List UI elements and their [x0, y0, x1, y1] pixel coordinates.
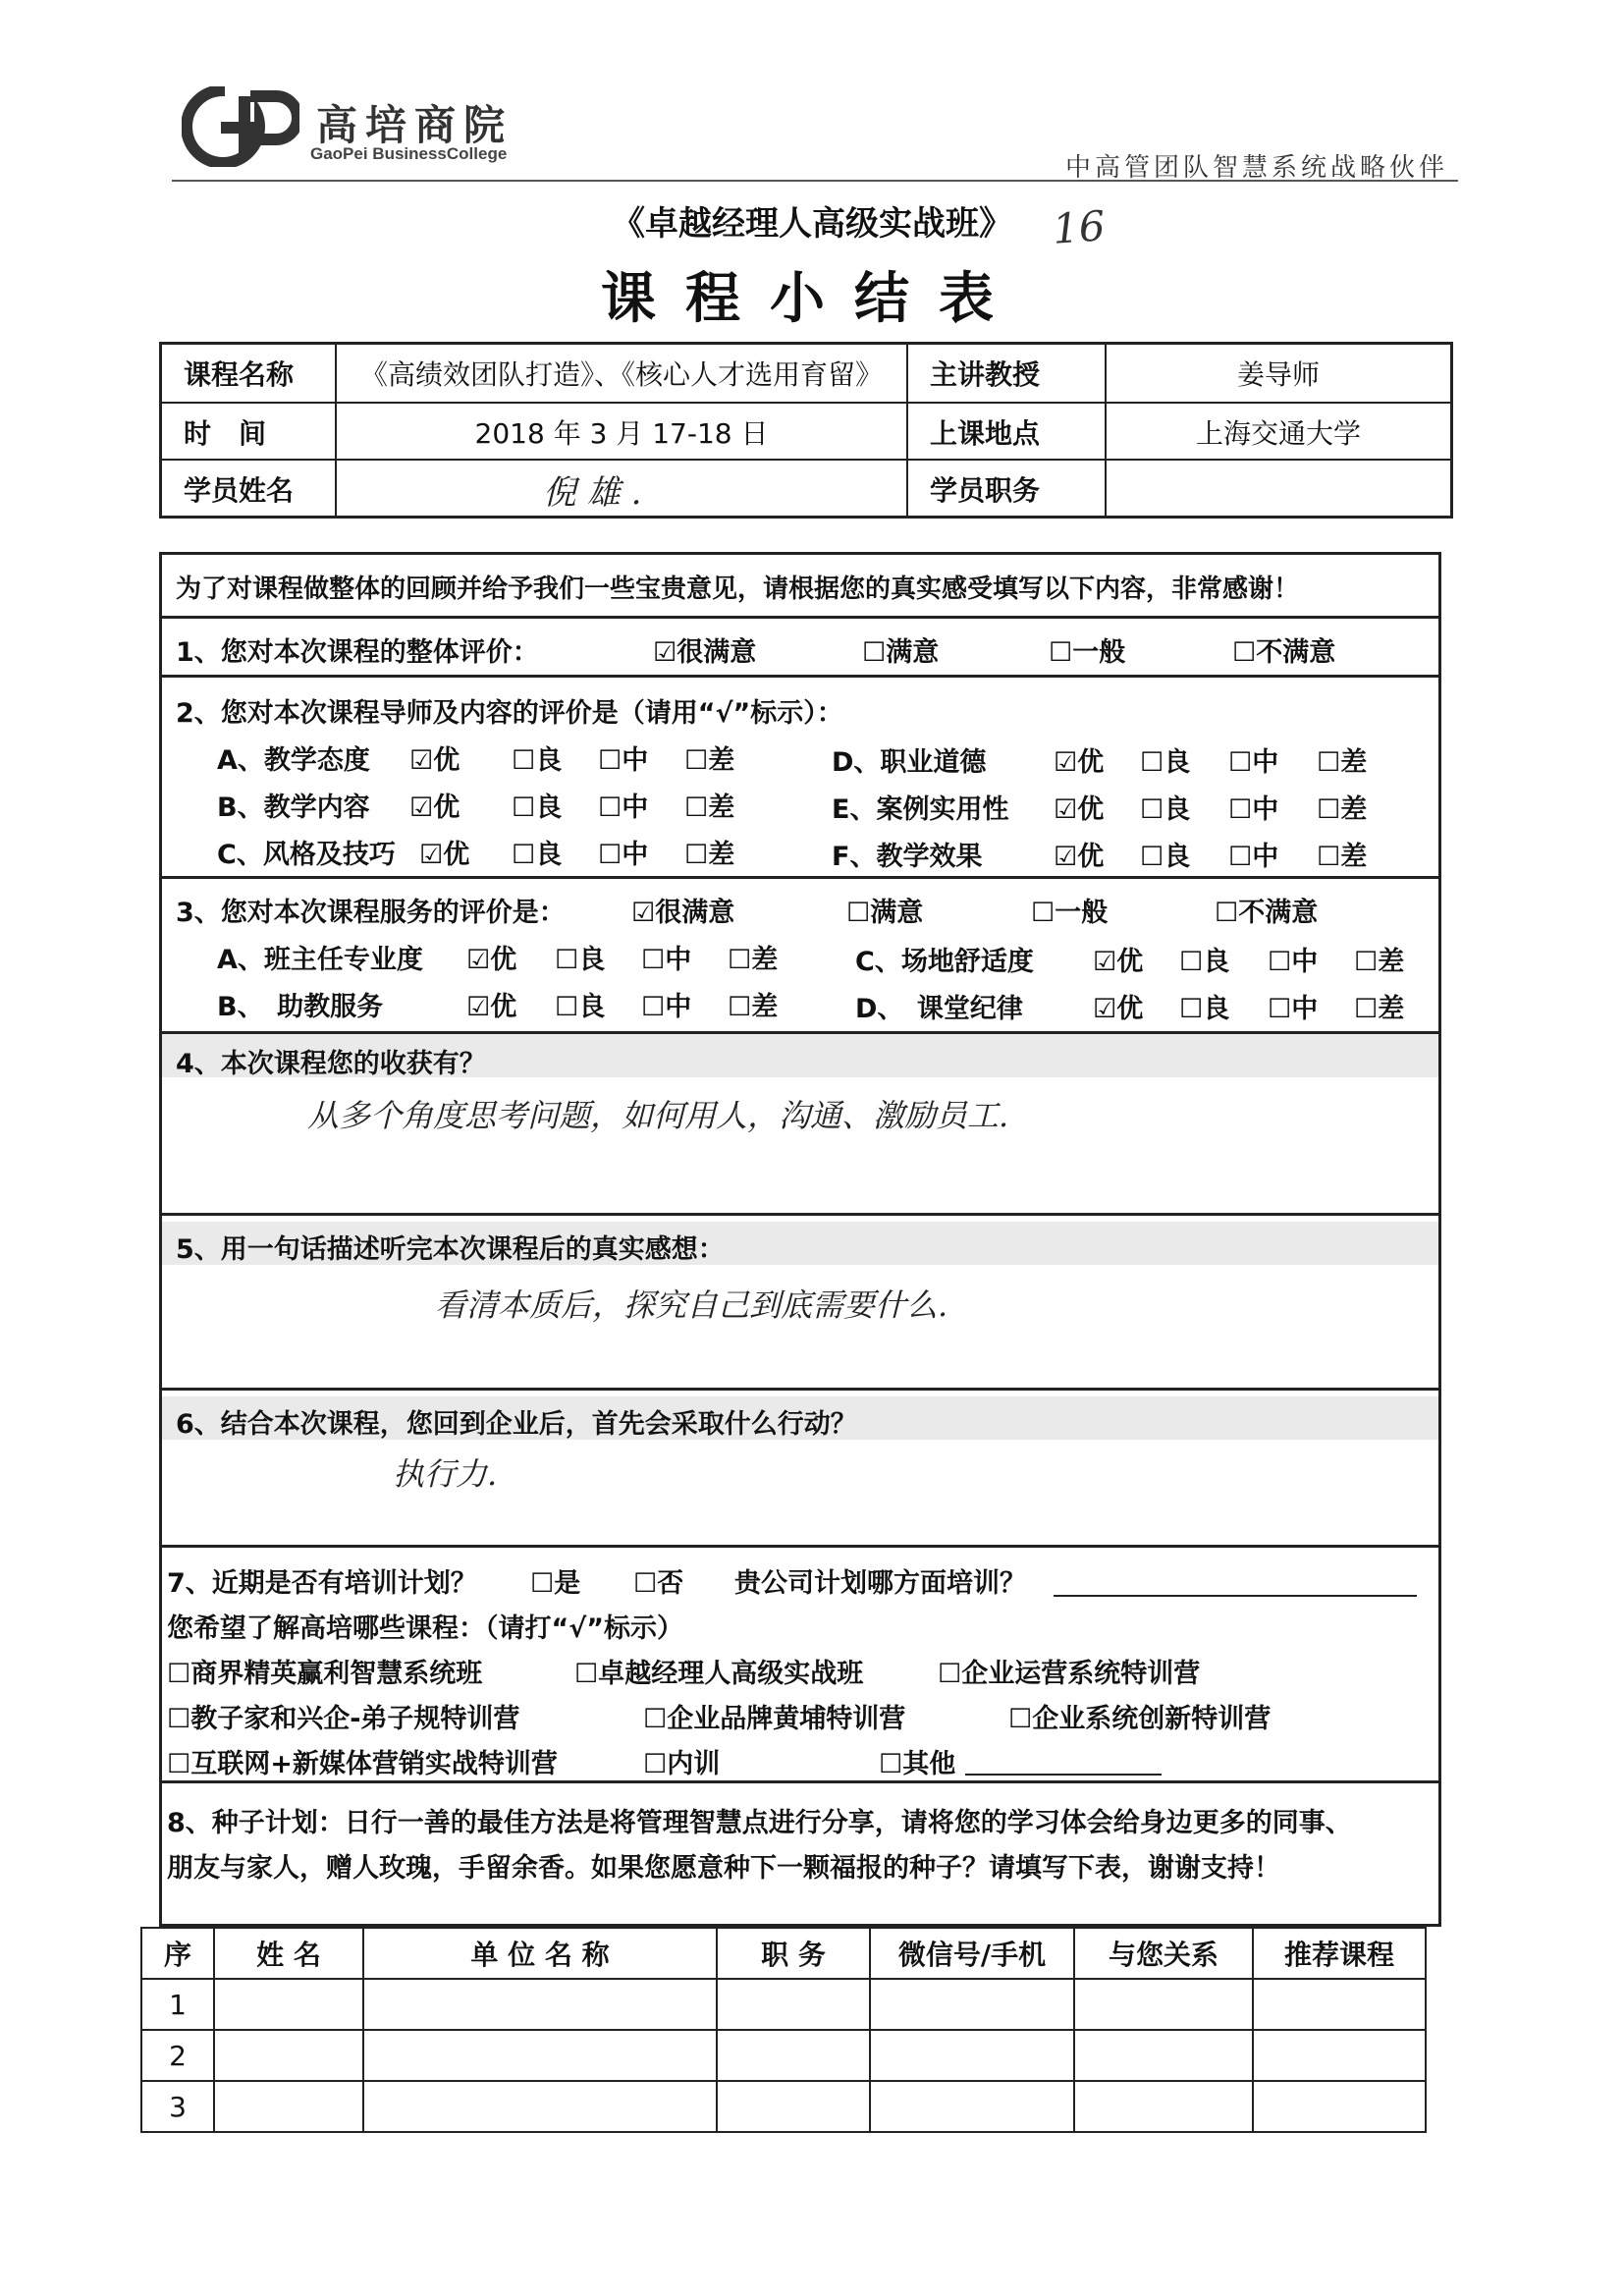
q7-plan-question: 贵公司计划哪方面培训？	[734, 1568, 1026, 1599]
col-index-header: 序	[141, 1928, 214, 1979]
cell-name[interactable]	[214, 2030, 363, 2081]
q2-item-teaching-content: B、教学内容	[217, 793, 370, 823]
course-name-label: 课程名称	[184, 358, 295, 391]
q3-venue-comfort-poor[interactable]: ☐差	[1354, 947, 1405, 977]
intro-section	[162, 555, 1438, 616]
q7-course-option[interactable]: ☐企业品牌黄埔特训营	[643, 1704, 906, 1734]
cell-position[interactable]	[717, 2081, 870, 2132]
col-position-header: 职 务	[717, 1928, 870, 1979]
q2-style-skill-good[interactable]: ☐良	[512, 840, 563, 870]
cell-position[interactable]	[717, 1979, 870, 2030]
q3-venue-comfort-fair[interactable]: ☐中	[1268, 947, 1319, 977]
student-name-label: 学员姓名	[184, 474, 295, 507]
q3-class-discipline-excellent[interactable]: ☑优	[1093, 994, 1144, 1024]
q2-item-style-skill: C、风格及技巧	[217, 840, 396, 870]
q3-text: 3、您对本次课程服务的评价是：	[176, 898, 566, 928]
table-row	[141, 1979, 1426, 2030]
cell-contact[interactable]	[870, 2030, 1074, 2081]
q3-assistant-service-excellent[interactable]: ☑优	[466, 992, 517, 1022]
time-label: 时 间	[184, 417, 267, 450]
q3-option-very-satisfied[interactable]: ☑很满意	[631, 898, 735, 928]
q2-style-skill-excellent[interactable]: ☑优	[419, 840, 470, 870]
intro-text: 为了对课程做整体的回顾并给予我们一些宝贵意见，请根据您的真实感受填写以下内容，非常感谢！	[176, 574, 1300, 604]
q3-assistant-service-poor[interactable]: ☐差	[728, 992, 779, 1022]
cell-relation[interactable]	[1074, 2081, 1253, 2132]
q7-plan-answer-line[interactable]	[1054, 1595, 1417, 1597]
row-index: 2	[141, 2030, 214, 2081]
q3-item-venue-comfort: C、场地舒适度	[855, 947, 1034, 977]
table-header-row	[141, 1928, 1426, 1979]
q3-class-discipline-poor[interactable]: ☐差	[1354, 994, 1405, 1024]
col-relation-header: 与您关系	[1074, 1928, 1253, 1979]
q2-teaching-attitude-good[interactable]: ☐良	[512, 745, 563, 776]
q6-answer[interactable]: 执行力.	[393, 1455, 498, 1493]
q7-course-option[interactable]: ☐内训	[643, 1749, 721, 1779]
q1-option-unsatisfied[interactable]: ☐不满意	[1232, 637, 1336, 668]
q7-course-option[interactable]: ☐互联网+新媒体营销实战特训营	[167, 1749, 558, 1779]
q2-teaching-content-poor[interactable]: ☐差	[684, 793, 735, 823]
q7-course-option[interactable]: ☐企业系统创新特训营	[1008, 1704, 1272, 1734]
teacher-label: 主讲教授	[906, 345, 1105, 402]
q2-teaching-effect-fair[interactable]: ☐中	[1228, 842, 1279, 872]
q2-case-practicality-fair[interactable]: ☐中	[1228, 794, 1279, 825]
q2-professional-ethics-fair[interactable]: ☐中	[1228, 747, 1279, 778]
cell-name[interactable]	[214, 1979, 363, 2030]
q4-section	[162, 1031, 1438, 1213]
brand-name-english: GaoPei BusinessCollege	[310, 144, 508, 163]
brand-name: 高培商院	[316, 101, 514, 149]
q2-teaching-content-excellent[interactable]: ☑优	[409, 793, 460, 823]
q3-item-assistant-service: B、 助教服务	[217, 992, 384, 1022]
handwritten-page-number: 16	[1051, 201, 1108, 253]
form-title: 课程小结表	[601, 267, 1023, 331]
location-label: 上课地点	[906, 404, 1105, 461]
cell-position[interactable]	[717, 2030, 870, 2081]
q1-option-satisfied[interactable]: ☐满意	[862, 637, 940, 668]
q2-teaching-effect-poor[interactable]: ☐差	[1317, 842, 1368, 872]
q3-item-class-teacher: A、班主任专业度	[217, 945, 423, 975]
student-position-label: 学员职务	[906, 461, 1105, 518]
q3-assistant-service-good[interactable]: ☐良	[555, 992, 606, 1022]
q2-case-practicality-excellent[interactable]: ☑优	[1054, 794, 1105, 825]
q2-teaching-content-good[interactable]: ☐良	[512, 793, 563, 823]
gaopei-logo-icon	[182, 86, 299, 167]
q3-class-teacher-fair[interactable]: ☐中	[641, 945, 692, 975]
q6-text: 6、结合本次课程，您回到企业后，首先会采取什么行动？	[176, 1409, 857, 1440]
q7-want-text: 您希望了解高培哪些课程：（请打“√”标示）	[167, 1613, 683, 1644]
row-index: 3	[141, 2081, 214, 2132]
q2-teaching-effect-excellent[interactable]: ☑优	[1054, 842, 1105, 872]
q2-style-skill-poor[interactable]: ☐差	[684, 840, 735, 870]
q8-line1: 8、种子计划：日行一善的最佳方法是将管理智慧点进行分享，请将您的学习体会给身边更多的同事、	[167, 1808, 1352, 1838]
q2-case-practicality-good[interactable]: ☐良	[1140, 794, 1191, 825]
q2-teaching-content-fair[interactable]: ☐中	[598, 793, 649, 823]
q3-class-teacher-good[interactable]: ☐良	[555, 945, 606, 975]
q2-professional-ethics-excellent[interactable]: ☑优	[1054, 747, 1105, 778]
brand-tagline: 中高管团队智慧系统战略伙伴	[1065, 153, 1449, 183]
q2-professional-ethics-poor[interactable]: ☐差	[1317, 747, 1368, 778]
header-divider	[172, 180, 1458, 182]
table-row	[141, 2030, 1426, 2081]
q2-professional-ethics-good[interactable]: ☐良	[1140, 747, 1191, 778]
cell-relation[interactable]	[1074, 1979, 1253, 2030]
q1-section	[162, 616, 1438, 675]
cell-company[interactable]	[363, 1979, 717, 2030]
course-name-value: 《高绩效团队打造》、《核心人才选用育留》	[335, 345, 906, 402]
q4-text: 4、本次课程您的收获有？	[176, 1049, 486, 1079]
q3-option-average[interactable]: ☐一般	[1031, 898, 1109, 928]
q7-option-no[interactable]: ☐否	[633, 1568, 684, 1599]
table-row	[141, 2081, 1426, 2132]
time-value: 2018 年 3 月 17-18 日	[335, 404, 906, 461]
q2-case-practicality-poor[interactable]: ☐差	[1317, 794, 1368, 825]
q7-course-option[interactable]: ☐教子家和兴企-弟子规特训营	[167, 1704, 520, 1734]
seed-plan-table	[140, 1927, 1427, 2133]
course-title: 《卓越经理人高级实战班》	[612, 204, 1012, 244]
teacher-value: 姜导师	[1105, 345, 1450, 402]
feedback-form	[159, 552, 1441, 1927]
cell-company[interactable]	[363, 2030, 717, 2081]
cell-course[interactable]	[1253, 1979, 1426, 2030]
seed-plan-table-wrap	[143, 1927, 1430, 2137]
q5-answer[interactable]: 看清本质后，探究自己到底需要什么.	[435, 1286, 948, 1324]
col-name-header: 姓 名	[214, 1928, 363, 1979]
q3-class-discipline-fair[interactable]: ☐中	[1268, 994, 1319, 1024]
q2-teaching-attitude-excellent[interactable]: ☑优	[409, 745, 460, 776]
q3-class-teacher-poor[interactable]: ☐差	[728, 945, 779, 975]
student-name-value[interactable]: 倪 雄 .	[335, 461, 906, 518]
q6-section	[162, 1388, 1438, 1545]
q7-course-option[interactable]: ☐卓越经理人高级实战班	[574, 1659, 864, 1689]
q2-section	[162, 675, 1438, 876]
cell-contact[interactable]	[870, 2081, 1074, 2132]
q4-answer[interactable]: 从多个角度思考问题，如何用人，沟通、激励员工.	[307, 1097, 1009, 1134]
q8-line2: 朋友与家人，赠人玫瑰，手留余香。如果您愿意种下一颗福报的种子？请填写下表，谢谢支持！	[167, 1853, 1280, 1884]
q1-option-average[interactable]: ☐一般	[1049, 637, 1126, 668]
q2-item-case-practicality: E、案例实用性	[832, 794, 1009, 825]
col-company-header: 单 位 名 称	[363, 1928, 717, 1979]
q1-text: 1、您对本次课程的整体评价：	[176, 637, 539, 668]
q7-text: 7、近期是否有培训计划？	[167, 1568, 477, 1599]
q7-option-yes[interactable]: ☐是	[530, 1568, 581, 1599]
q2-item-teaching-attitude: A、教学态度	[217, 745, 370, 776]
q7-section	[162, 1545, 1438, 1780]
cell-contact[interactable]	[870, 1979, 1074, 2030]
course-info-table	[159, 342, 1453, 519]
cell-relation[interactable]	[1074, 2030, 1253, 2081]
q3-venue-comfort-good[interactable]: ☐良	[1179, 947, 1230, 977]
cell-course[interactable]	[1253, 2030, 1426, 2081]
col-contact-header: 微信号/手机	[870, 1928, 1074, 1979]
q2-text: 2、您对本次课程导师及内容的评价是（请用“√”标示）：	[176, 698, 843, 729]
cell-course[interactable]	[1253, 2081, 1426, 2132]
cell-name[interactable]	[214, 2081, 363, 2132]
q1-option-very-satisfied[interactable]: ☑很满意	[653, 637, 757, 668]
q3-option-satisfied[interactable]: ☐满意	[846, 898, 924, 928]
q3-class-teacher-excellent[interactable]: ☑优	[466, 945, 517, 975]
q3-venue-comfort-excellent[interactable]: ☑优	[1093, 947, 1144, 977]
q2-teaching-attitude-poor[interactable]: ☐差	[684, 745, 735, 776]
col-course-header: 推荐课程	[1253, 1928, 1426, 1979]
q3-item-class-discipline: D、 课堂纪律	[855, 994, 1023, 1024]
row-index: 1	[141, 1979, 214, 2030]
q2-item-professional-ethics: D、职业道德	[832, 747, 987, 778]
q3-assistant-service-fair[interactable]: ☐中	[641, 992, 692, 1022]
location-value: 上海交通大学	[1105, 404, 1450, 461]
cell-company[interactable]	[363, 2081, 717, 2132]
q5-text: 5、用一句话描述听完本次课程后的真实感想：	[176, 1234, 725, 1265]
q2-style-skill-fair[interactable]: ☐中	[598, 840, 649, 870]
q3-class-discipline-good[interactable]: ☐良	[1179, 994, 1230, 1024]
q2-teaching-effect-good[interactable]: ☐良	[1140, 842, 1191, 872]
student-position-value[interactable]	[1105, 461, 1450, 518]
q2-item-teaching-effect: F、教学效果	[832, 842, 983, 872]
q3-section	[162, 876, 1438, 1031]
q2-teaching-attitude-fair[interactable]: ☐中	[598, 745, 649, 776]
q7-course-option[interactable]: ☐企业运营系统特训营	[938, 1659, 1201, 1689]
q7-course-option-other[interactable]: ☐其他	[879, 1749, 956, 1779]
q5-section	[162, 1213, 1438, 1388]
q7-other-answer-line[interactable]	[965, 1774, 1162, 1776]
q3-option-unsatisfied[interactable]: ☐不满意	[1215, 898, 1319, 928]
q7-course-option[interactable]: ☐商界精英赢利智慧系统班	[167, 1659, 483, 1689]
q8-section	[162, 1780, 1438, 1930]
